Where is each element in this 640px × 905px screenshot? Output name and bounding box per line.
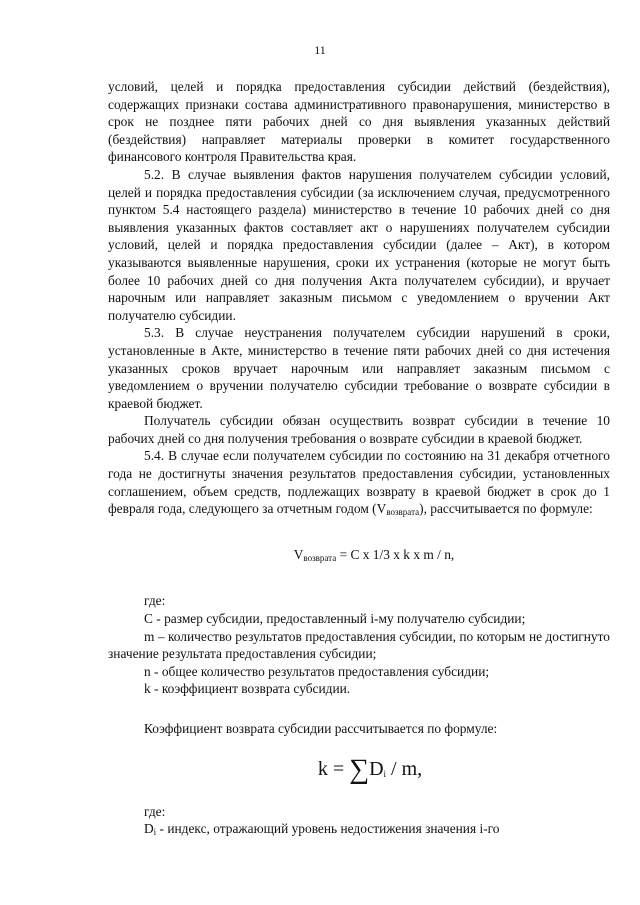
definition-di-subscript: i: [153, 827, 157, 838]
paragraph-continuation: условий, целей и порядка предоставления субсидии действий (бездействия), содержащих признаки состава административного правонарушения, министерство в срок не позднее пяти рабочих дней со дня выявления указанных действий (бездействия) направляет материалы проверки в комитет государственного финансового контроля Правительства края.: [108, 79, 610, 165]
spacer: [108, 698, 610, 720]
definition-m: m – количество результатов предоставления субсидии, по которым не достигнуто значение результата предоставления субсидии;: [108, 628, 610, 662]
definition-di-text: - индекс, отражающий уровень недостижения значения i-го: [156, 821, 500, 837]
paragraph-5-4: [108, 447, 610, 521]
formula-k-rest: / m,: [386, 757, 423, 780]
definition-di: [108, 820, 610, 842]
formula-v-symbol: V: [293, 546, 304, 562]
paragraph-5-4-end: ), рассчитывается по формуле:: [419, 501, 593, 517]
formula-k: [108, 753, 610, 787]
formula-v-expression: = C x 1/3 x k x m / n,: [336, 546, 455, 562]
definition-n: n - общее количество результатов предоставления субсидии;: [144, 663, 490, 679]
formula-k-d: D: [369, 757, 384, 780]
page-number: 11: [314, 43, 326, 57]
formula-v-return: [108, 546, 610, 568]
where-label-2: где:: [144, 803, 166, 819]
definition-di-symbol: D: [144, 821, 154, 837]
formula-k-subscript: i: [383, 768, 387, 779]
definition-c: C - размер субсидии, предоставленный i-му получателю субсидии;: [144, 611, 526, 627]
coefficient-intro: Коэффициент возврата субсидии рассчитывается по формуле:: [144, 721, 498, 736]
paragraph-5-3: 5.3. В случае неустранения получателем субсидии нарушений в сроки, установленные в Акте, министерство в течение пяти рабочих дней со дня истечения указанных сроков вручает нарочным или направляет заказным письмом с уведомлением о вручении получателю субсидии требование о возврате субсидии в краевой бюджет.: [108, 325, 610, 411]
sigma-symbol: ∑: [349, 753, 370, 785]
document-body: [108, 78, 610, 842]
paragraph-return-obligation: Получатель субсидии обязан осуществить возврат субсидии в течение 10 рабочих дней со дня получения требования о возврате субсидии в краевой бюджет.: [108, 413, 610, 446]
definition-k: k - коэффициент возврата субсидии.: [144, 681, 351, 697]
where-label: где:: [144, 593, 166, 609]
formula-v-subscript: возврата: [303, 552, 337, 563]
paragraph-5-4-subscript: возврата: [386, 507, 420, 518]
paragraph-5-4-text: 5.4. В случае если получателем субсидии по состоянию на 31 декабря отчетного года не достигнуты значения результатов предоставления субсидии, установленных соглашением, объем средств, подлежащих возврату в краевой бюджет в срок до 1 февраля года, следующего за отчетным годом (V: [108, 448, 610, 517]
paragraph-5-2: 5.2. В случае выявления фактов нарушения получателем субсидии условий, целей и порядка предоставления субсидии (за исключением случая, предусмотренного пунктом 5.4 настоящего раздела) министерство в течение 10 рабочих дней со дня выявления указанных фактов составляет акт о нарушениях получателем субсидии условий, целей и порядка предоставления субсидии (далее – Акт), в котором указываются выявленные нарушения, сроки их устранения (которые не могут быть более 10 рабочих дней со дня получения Акта получателем субсидии), и вручает нарочным или направляет заказным письмом с уведомлением о вручении Акт получателю субсидии.: [108, 166, 610, 323]
formula-k-lhs: k =: [317, 757, 350, 780]
